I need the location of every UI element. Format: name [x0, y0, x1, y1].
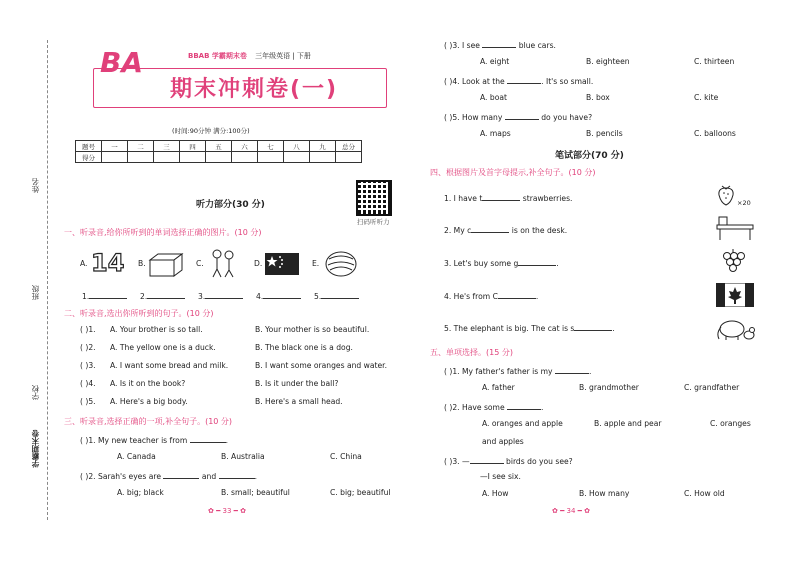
option-b: B. I want some oranges and water.	[255, 361, 387, 370]
question-text: ( )5. How many	[444, 113, 503, 122]
score-header-cell: 三	[154, 141, 180, 152]
option-a: A. oranges and apple	[482, 419, 563, 428]
option-b: B. small; beautiful	[221, 488, 290, 497]
score-header-cell: 九	[310, 141, 336, 152]
s3-q4[interactable]	[444, 75, 593, 87]
section-2-heading: 二、听录音,选出你所听到的句子。(10 分)	[64, 309, 214, 318]
option-c: C. oranges	[710, 419, 751, 428]
question-text: do you have?	[541, 113, 593, 122]
option-a: A. I want some bread and milk.	[110, 361, 229, 370]
strawberry-count: ×20	[737, 199, 751, 207]
strawberry-icon	[716, 182, 736, 206]
question-number[interactable]: ( )3.	[80, 361, 96, 370]
option-c-continued: and apples	[482, 437, 524, 446]
score-header-cell: 五	[206, 141, 232, 152]
score-input-cell[interactable]	[232, 152, 258, 163]
s4-q5[interactable]	[444, 322, 615, 334]
answer-blank-4[interactable]	[256, 290, 301, 302]
score-header-cell: 二	[128, 141, 154, 152]
option-a: A. Your brother is so tall.	[110, 325, 203, 334]
number-14-picture: 14	[91, 249, 125, 277]
time-info: (时间:90分钟 满分:100分)	[172, 127, 250, 135]
canada-flag-icon	[716, 283, 754, 307]
option-a: A. Is it on the book?	[110, 379, 186, 388]
question-number[interactable]: ( )5.	[80, 397, 96, 406]
question-text: 4. He's from C	[444, 292, 498, 301]
option-b: B. Your mother is so beautiful.	[255, 325, 370, 334]
score-input-cell[interactable]	[258, 152, 284, 163]
question-text: is on the desk.	[511, 226, 568, 235]
option-a: A. eight	[480, 57, 510, 66]
question-text: .	[612, 324, 615, 333]
option-a: A. father	[482, 383, 515, 392]
question-text: . It's so small.	[541, 77, 594, 86]
option-a: A. big; black	[117, 488, 164, 497]
s3-q5[interactable]	[444, 111, 592, 123]
question-text: birds do you see?	[506, 457, 573, 466]
pic-option-d-label: D.	[254, 259, 263, 268]
question-text: ( )1. My father's father is my	[444, 367, 553, 376]
pic-option-b-label: B.	[138, 259, 146, 268]
answer-blank-1[interactable]	[82, 290, 127, 302]
page-number: 34	[566, 507, 576, 515]
question-text: 3. Let's buy some g	[444, 259, 519, 268]
s3-q1[interactable]: ( )1. My new teacher is from .	[80, 436, 229, 445]
china-flag-icon	[265, 253, 299, 275]
section-4-heading: 四、根据图片及首字母提示,补全句子。(10 分)	[430, 168, 596, 177]
desk-icon	[716, 215, 754, 241]
option-c: C. thirteen	[694, 57, 735, 66]
score-header-cell: 八	[284, 141, 310, 152]
score-input-cell[interactable]	[206, 152, 232, 163]
option-a: A. The yellow one is a duck.	[110, 343, 216, 352]
elephant-cat-icon	[716, 317, 756, 341]
question-text: ( )3. I see	[444, 41, 480, 50]
listening-title: 听力部分(30 分)	[196, 200, 265, 210]
binding-dashed-line	[47, 40, 48, 520]
grapes-icon	[718, 248, 748, 276]
score-input-cell[interactable]	[102, 152, 128, 163]
reply-text: —I see six.	[480, 472, 521, 481]
qr-caption: 扫码听听力	[357, 218, 390, 226]
spine-school-label: 学校	[31, 385, 40, 400]
option-c: C. How old	[684, 489, 725, 498]
series-badge: BBAB 学霸期末卷	[188, 52, 247, 60]
score-header-cell: 题号	[76, 141, 102, 152]
question-number[interactable]: ( )4.	[80, 379, 96, 388]
page-number-left: ✿ ━ 33 ━ ✿	[208, 507, 246, 515]
watermelon-icon	[324, 250, 358, 278]
s5-q2[interactable]: ( )2. Have some .	[444, 403, 544, 412]
page-number: 33	[222, 507, 232, 515]
question-text: ( )2. Have some	[444, 403, 505, 412]
option-a: A. boat	[480, 93, 507, 102]
question-text: 1. I have t	[444, 194, 483, 203]
section-5-heading: 五、单项选择。(15 分)	[430, 348, 513, 357]
question-text: ( )3. —	[444, 457, 470, 466]
spine-series-label: 学霸期末卷	[31, 430, 40, 468]
answer-number: 4.	[256, 292, 264, 301]
pic-option-c-label: C.	[196, 259, 204, 268]
option-c: C. kite	[694, 93, 719, 102]
question-text: .	[556, 259, 559, 268]
answer-blank-2[interactable]	[140, 290, 185, 302]
score-input-cell[interactable]	[310, 152, 336, 163]
option-b: B. Is it under the ball?	[255, 379, 339, 388]
question-text: 5. The elephant is big. The cat is s	[444, 324, 575, 333]
score-table	[75, 140, 362, 163]
pic-option-a-label: A.	[80, 259, 88, 268]
s3-q2[interactable]: ( )2. Sarah's eyes are and .	[80, 472, 257, 481]
section-3-heading: 三、听录音,选择正确的一项,补全句子。(10 分)	[64, 417, 233, 426]
answer-number: 5.	[314, 292, 322, 301]
option-a: A. Here's a big body.	[110, 397, 188, 406]
option-c: C. big; beautiful	[330, 488, 391, 497]
option-c: C. balloons	[694, 129, 736, 138]
ba-logo: BA	[100, 46, 144, 79]
score-header-cell: 六	[232, 141, 258, 152]
question-text: ( )4. Look at the	[444, 77, 505, 86]
option-b: B. Here's a small head.	[255, 397, 343, 406]
question-text: blue cars.	[518, 41, 556, 50]
question-text: 2. My c	[444, 226, 472, 235]
question-text: and	[201, 472, 217, 481]
writing-title: 笔试部分(70 分)	[555, 151, 624, 161]
score-header-cell: 一	[102, 141, 128, 152]
question-text: ( )1. My new teacher is from	[80, 436, 188, 445]
option-a: A. How	[482, 489, 509, 498]
answer-number: 3.	[198, 292, 206, 301]
s4-q3[interactable]	[444, 257, 559, 269]
score-header-cell: 四	[180, 141, 206, 152]
grade-info: 三年级英语 | 下册	[255, 52, 311, 60]
score-header-cell: 七	[258, 141, 284, 152]
answer-blank-5[interactable]	[314, 290, 359, 302]
s4-q4[interactable]	[444, 290, 538, 302]
qr-code-pattern	[358, 182, 386, 210]
score-input-cell[interactable]	[336, 152, 362, 163]
option-b: B. How many	[579, 489, 630, 498]
s4-q2[interactable]	[444, 224, 567, 236]
page-number-right: ✿ ━ 34 ━ ✿	[552, 507, 590, 515]
option-c: C. China	[330, 452, 362, 461]
option-b: B. apple and pear	[594, 419, 662, 428]
spine-class-label: 班级	[31, 285, 40, 300]
option-b: B. Australia	[221, 452, 265, 461]
score-header-cell: 总分	[336, 141, 362, 152]
question-number[interactable]: ( )1.	[80, 325, 96, 334]
question-text: ( )2. Sarah's eyes are	[80, 472, 162, 481]
section-1-heading: 一、听录音,给你所听到的单词选择正确的图片。(10 分)	[64, 228, 262, 237]
question-text: strawberries.	[522, 194, 573, 203]
question-text: .	[535, 292, 539, 301]
answer-number: 2.	[140, 292, 148, 301]
s3-q3[interactable]	[444, 39, 556, 51]
option-b: B. eighteen	[586, 57, 630, 66]
option-a: A. maps	[480, 129, 511, 138]
pic-option-e-label: E.	[312, 259, 320, 268]
s5-q1[interactable]: ( )1. My father's father is my .	[444, 367, 592, 376]
score-input-cell[interactable]	[154, 152, 180, 163]
option-b: B. The black one is a dog.	[255, 343, 353, 352]
score-row-label: 得分	[76, 152, 102, 163]
box-icon	[148, 252, 184, 278]
s4-q1[interactable]	[444, 192, 572, 204]
question-number[interactable]: ( )2.	[80, 343, 96, 352]
option-b: B. box	[586, 93, 610, 102]
score-input-cell[interactable]	[128, 152, 154, 163]
spine-name-label: 姓名	[31, 178, 40, 193]
answer-blank-3[interactable]	[198, 290, 243, 302]
option-c: C. grandfather	[684, 383, 740, 392]
score-input-cell[interactable]	[284, 152, 310, 163]
score-input-cell[interactable]	[180, 152, 206, 163]
page-title: 期末冲刺卷(一)	[170, 77, 339, 102]
answer-number: 1.	[82, 292, 90, 301]
option-b: B. pencils	[586, 129, 623, 138]
s5-q3[interactable]	[444, 455, 573, 467]
banner-top-line	[188, 51, 311, 61]
option-a: A. Canada	[117, 452, 156, 461]
people-icon	[208, 248, 238, 278]
option-b: B. grandmother	[579, 383, 639, 392]
